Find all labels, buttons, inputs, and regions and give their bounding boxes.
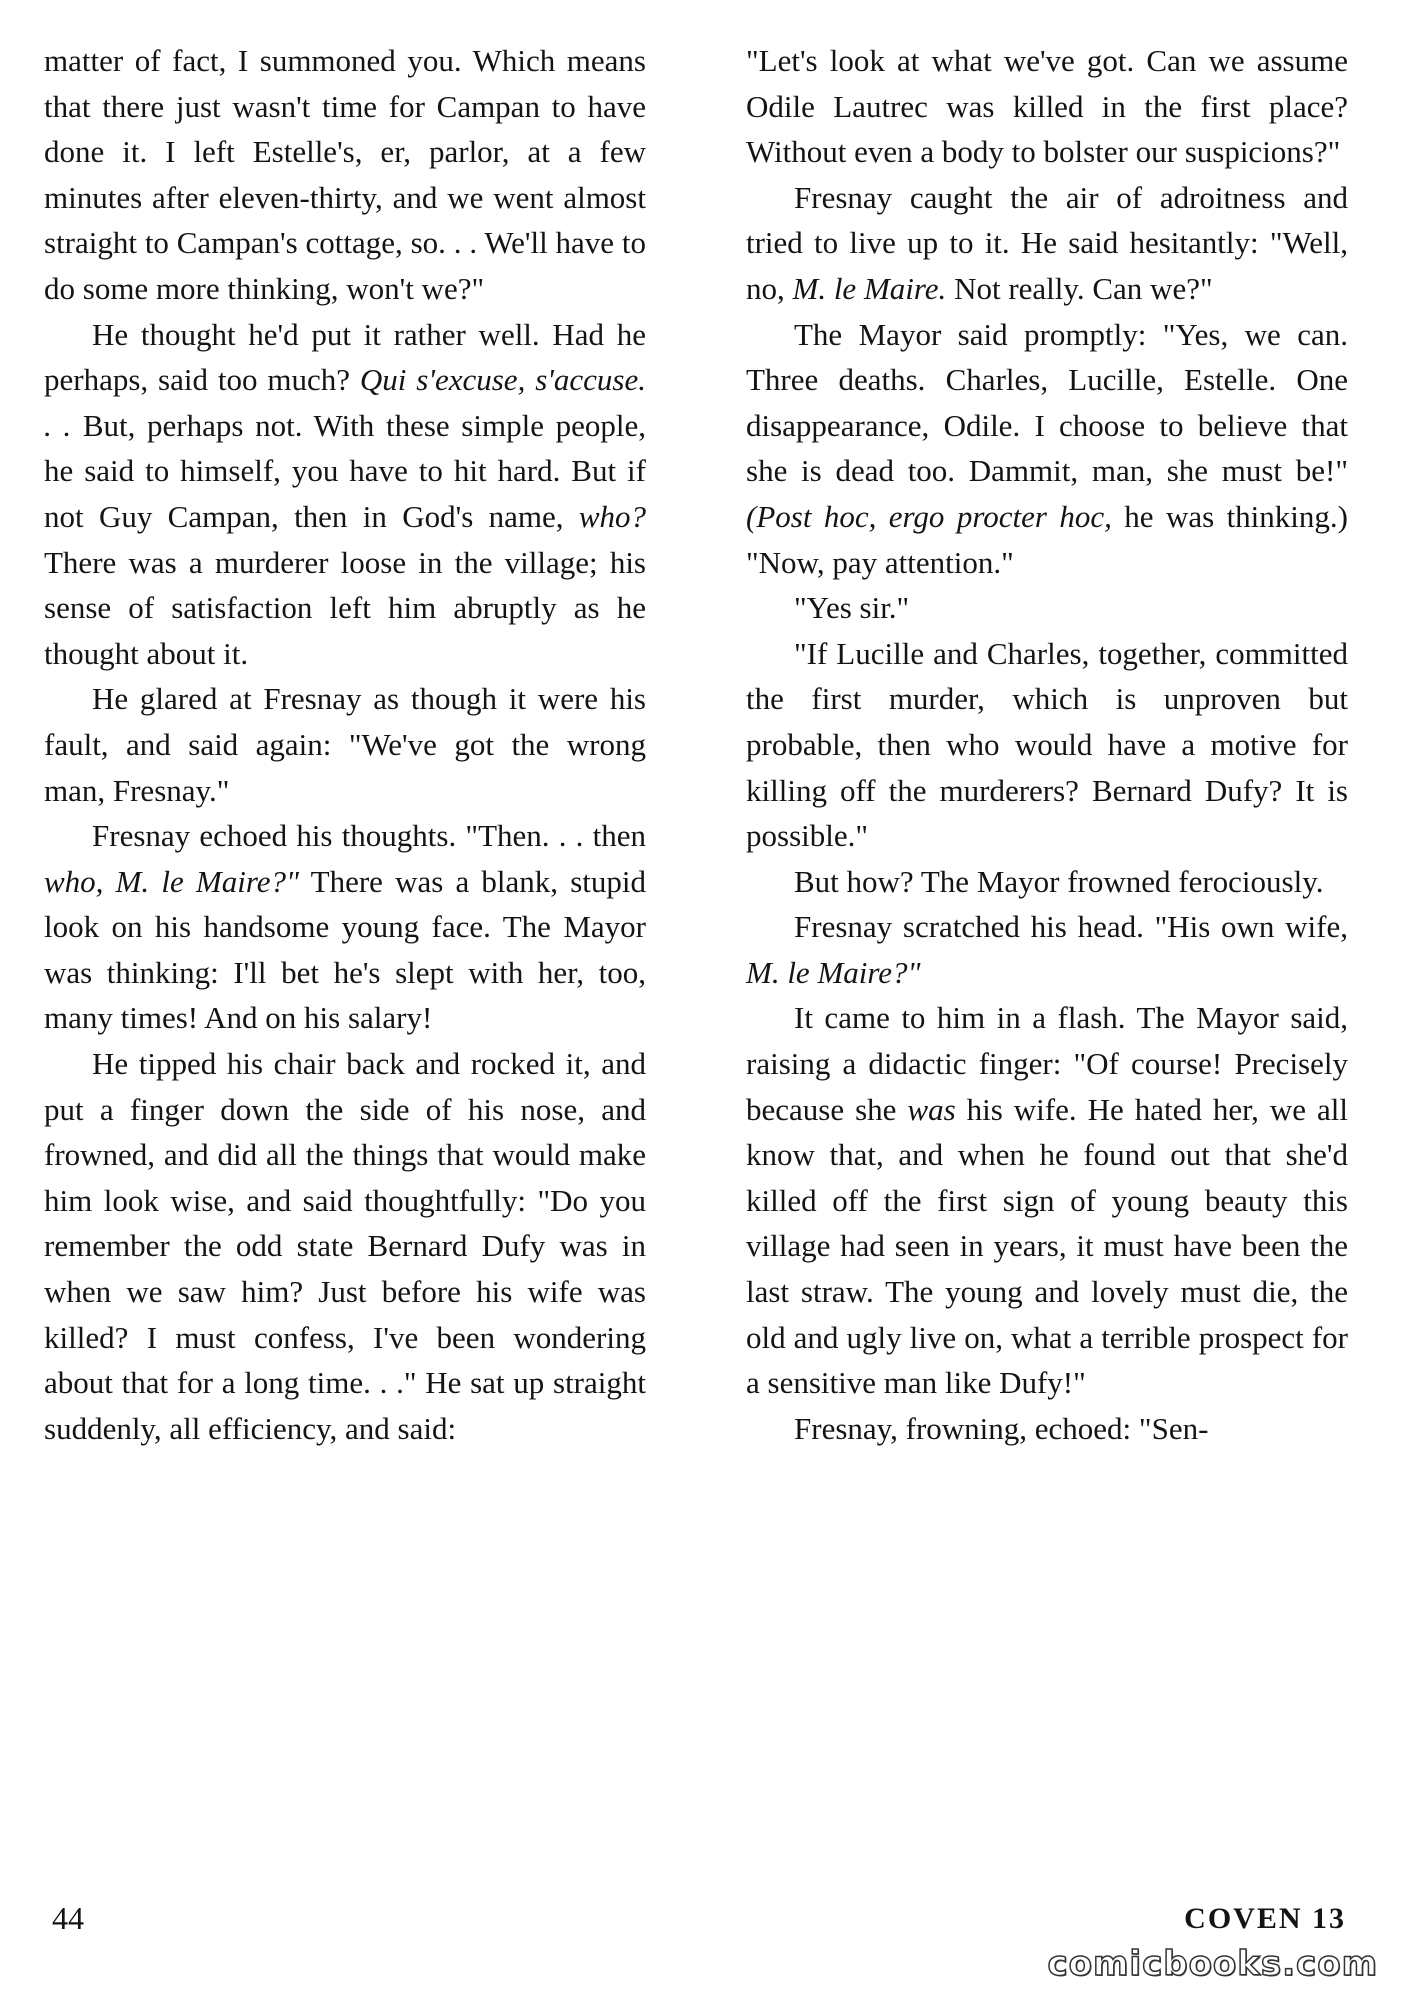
- paragraph: matter of fact, I summoned you. Which means that there just wasn't time for Campan to have done it. I left Estelle's, er, parlor, at a few minutes after eleven-thirty, and we went almost straight to Campan's cottage, so. . . We'll have to do some more thinking, won't we?": [44, 43, 646, 306]
- paragraph: But how? The Mayor frowned ferociously.: [794, 863, 1324, 899]
- watermark-logo: comicbooks.com: [1047, 1944, 1378, 1984]
- left-column: [44, 38, 646, 1451]
- paragraph: Fresnay echoed his thoughts. "Then. . . then who, M. le Maire?" There was a blank, stupid look on his handsome young face. The Mayor was thinking: I'll bet he's slept with her, too, many times! And on his salary!: [44, 818, 646, 1036]
- paragraph: It came to him in a flash. The Mayor said, raising a didactic finger: "Of course! Precisely because she was his wife. He hated her, we all know that, and when he found out that she'd killed off the first sign of young beauty this village had seen in years, it must have been the last straw. The young and lovely must die, the old and ugly live on, what a terrible prospect for a sensitive man like Dufy!": [746, 1000, 1348, 1401]
- page-number: 44: [52, 1900, 84, 1936]
- paragraph: He glared at Fresnay as though it were his fault, and said again: "We've got the wrong man, Fresnay.": [44, 681, 646, 808]
- running-foot: COVEN 13: [1184, 1902, 1346, 1935]
- paragraph: He tipped his chair back and rocked it, and put a finger down the side of his nose, and frowned, and did all the things that would make him look wise, and said thoughtfully: "Do you remember the odd state Bernard Dufy was in when we saw him? Just before his wife was killed? I must confess, I've been wondering about that for a long time. . ." He sat up straight suddenly, all efficiency, and said:: [44, 1046, 646, 1446]
- paragraph: Fresnay, frowning, echoed: "Sen-: [794, 1410, 1209, 1446]
- paragraph: Fresnay scratched his head. "His own wife, M. le Maire?": [746, 909, 1348, 990]
- paragraph: "If Lucille and Charles, together, committed the first murder, which is unproven but probable, then who would have a motive for killing off the murderers? Bernard Dufy? It is possible.": [746, 635, 1348, 854]
- paragraph: "Let's look at what we've got. Can we assume Odile Lautrec was killed in the first place? Without even a body to bolster our suspicions?": [746, 43, 1348, 170]
- right-column: [746, 38, 1348, 1451]
- paragraph: Fresnay caught the air of adroitness and tried to live up to it. He said hesitantly: "Well, no, M. le Maire. Not really. Can we?": [746, 179, 1348, 306]
- paragraph: The Mayor said promptly: "Yes, we can. Three deaths. Charles, Lucille, Estelle. One disappearance, Odile. I choose to believe that she is dead too. Dammit, man, she must be!" (Post hoc, ergo procter hoc, he was thinking.) "Now, pay attention.": [746, 316, 1348, 580]
- paragraph: He thought he'd put it rather well. Had he perhaps, said too much? Qui s'excuse, s'accuse. . . But, perhaps not. With these simple people, he said to himself, you have to hit hard. But if not Guy Campan, then in God's name, who? There was a murderer loose in the village; his sense of satisfaction left him abruptly as he thought about it.: [44, 316, 647, 671]
- paragraph: "Yes sir.": [794, 590, 910, 626]
